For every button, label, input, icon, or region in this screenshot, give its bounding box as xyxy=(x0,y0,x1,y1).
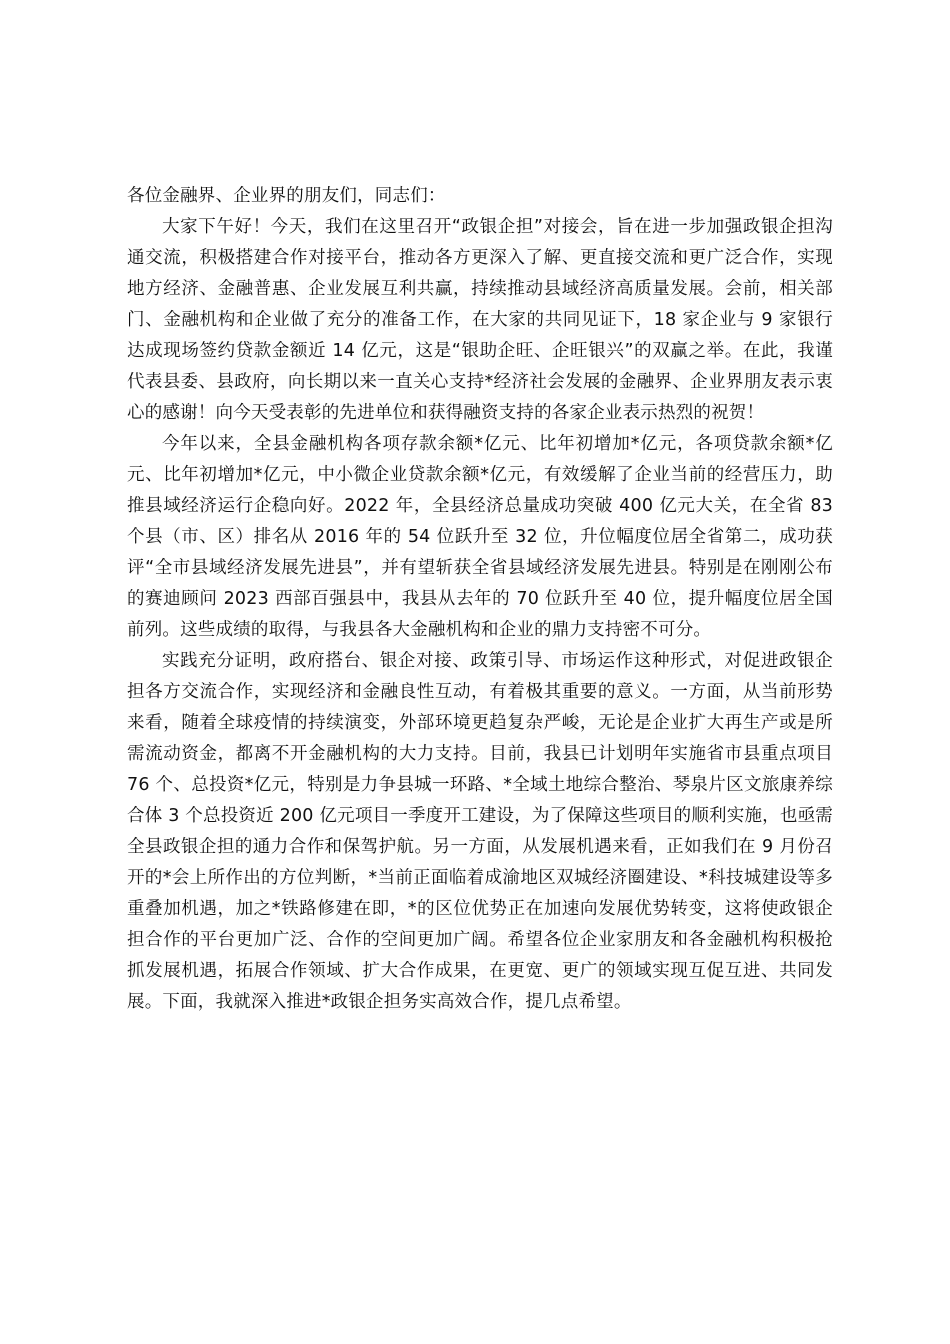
paragraph-achievements: 今年以来，全县金融机构各项存款余额*亿元、比年初增加*亿元，各项贷款余额*亿元、比年初增加*亿元，中小微企业贷款余额*亿元，有效缓解了企业当前的经营压力，助推县域经济运行企稳向好。2022 年，全县经济总量成功突破 400 亿元大关，在全省 83 个县（市、区）排名从 2016 年的 54 位跃升至 32 位，升位幅度位居全省第二，成功获评“全市县域经济发展先进县”，并有望斩获全省县域经济发展先进县。特别是在刚刚公布的赛迪顾问 2023 西部百强县中，我县从去年的 70 位跃升至 40 位，提升幅度位居全国前列。这些成绩的取得，与我县各大金融机构和企业的鼎力支持密不可分。 xyxy=(127,434,833,640)
document-body xyxy=(127,181,833,1018)
paragraph-significance: 实践充分证明，政府搭台、银企对接、政策引导、市场运作这种形式，对促进政银企担各方交流合作，实现经济和金融良性互动，有着极其重要的意义。一方面，从当前形势来看，随着全球疫情的持续演变，外部环境更趋复杂严峻，无论是企业扩大再生产或是所需流动资金，都离不开金融机构的大力支持。目前，我县已计划明年实施省市县重点项目 76 个、总投资*亿元，特别是力争县城一环路、*全域土地综合整治、琴泉片区文旅康养综合体 3 个总投资近 200 亿元项目一季度开工建设，为了保障这些项目的顺利实施，也亟需全县政银企担的通力合作和保驾护航。另一方面，从发展机遇来看，正如我们在 9 月份召开的*会上所作出的方位判断，*当前正面临着成渝地区双城经济圈建设、*科技城建设等多重叠加机遇，加之*铁路修建在即，*的区位优势正在加速向发展优势转变，这将使政银企担合作的平台更加广泛、合作的空间更加广阔。希望各位企业家朋友和各金融机构积极抢抓发展机遇，拓展合作领域、扩大合作成果，在更宽、更广的领域实现互促互进、共同发展。下面，我就深入推进*政银企担务实高效合作，提几点希望。 xyxy=(127,651,833,1012)
salutation: 各位金融界、企业界的朋友们，同志们： xyxy=(127,186,446,206)
paragraph-opening: 大家下午好！今天，我们在这里召开“政银企担”对接会，旨在进一步加强政银企担沟通交流，积极搭建合作对接平台，推动各方更深入了解、更直接交流和更广泛合作，实现地方经济、金融普惠、企业发展互利共赢，持续推动县域经济高质量发展。会前，相关部门、金融机构和企业做了充分的准备工作，在大家的共同见证下，18 家企业与 9 家银行达成现场签约贷款金额近 14 亿元，这是“银助企旺、企旺银兴”的双赢之举。在此，我谨代表县委、县政府，向长期以来一直关心支持*经济社会发展的金融界、企业界朋友表示衷心的感谢！向今天受表彰的先进单位和获得融资支持的各家企业表示热烈的祝贺！ xyxy=(127,217,833,423)
